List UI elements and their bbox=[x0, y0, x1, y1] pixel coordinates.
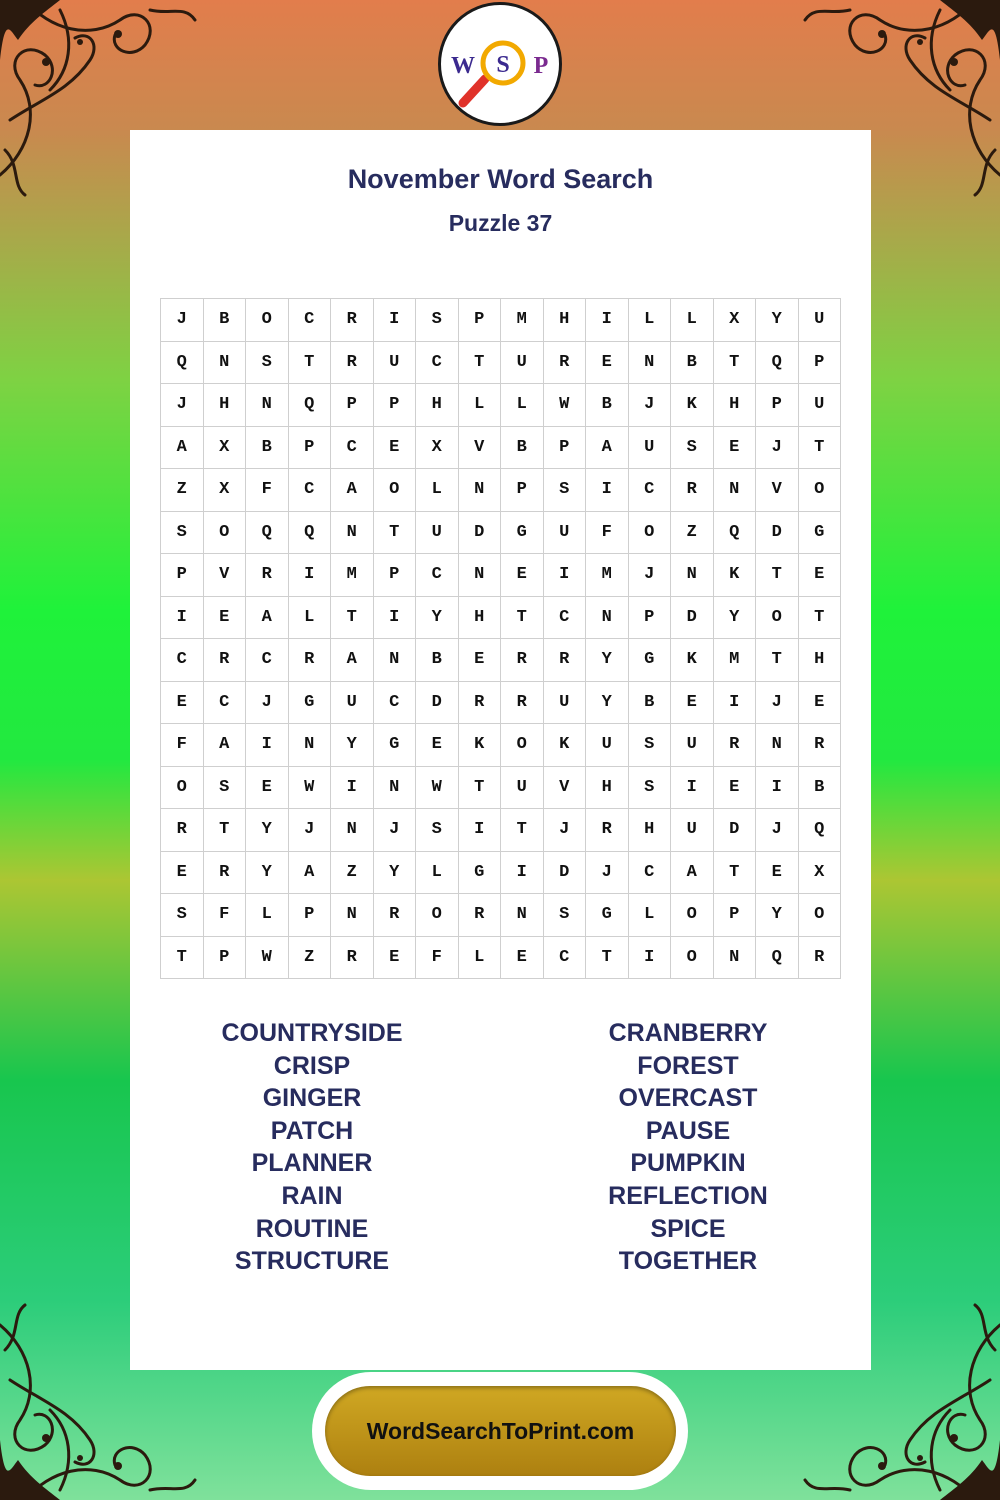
grid-cell[interactable]: X bbox=[204, 469, 247, 512]
grid-cell[interactable]: R bbox=[544, 639, 587, 682]
grid-cell[interactable]: R bbox=[501, 639, 544, 682]
grid-cell[interactable]: U bbox=[586, 724, 629, 767]
grid-cell[interactable]: D bbox=[714, 809, 757, 852]
grid-cell[interactable]: J bbox=[586, 852, 629, 895]
grid-cell[interactable]: I bbox=[246, 724, 289, 767]
grid-cell[interactable]: N bbox=[459, 554, 502, 597]
grid-cell[interactable]: G bbox=[501, 512, 544, 555]
magnifier-icon bbox=[441, 5, 559, 123]
grid-cell[interactable]: C bbox=[629, 852, 672, 895]
grid-cell[interactable]: H bbox=[544, 299, 587, 342]
grid-cell[interactable]: W bbox=[416, 767, 459, 810]
grid-cell[interactable]: E bbox=[714, 427, 757, 470]
grid-cell[interactable]: R bbox=[204, 639, 247, 682]
grid-cell[interactable]: W bbox=[246, 937, 289, 980]
grid-cell[interactable]: N bbox=[246, 384, 289, 427]
grid-cell[interactable]: B bbox=[799, 767, 842, 810]
grid-cell[interactable]: N bbox=[289, 724, 332, 767]
letter-grid bbox=[160, 298, 841, 979]
grid-cell[interactable]: O bbox=[204, 512, 247, 555]
grid-cell[interactable]: T bbox=[204, 809, 247, 852]
word-list-item: ROUTINE bbox=[255, 1214, 369, 1243]
word-list-item: CRISP bbox=[273, 1051, 351, 1080]
grid-cell[interactable]: E bbox=[501, 937, 544, 980]
grid-cell[interactable]: O bbox=[374, 469, 417, 512]
grid-cell[interactable]: E bbox=[416, 724, 459, 767]
grid-cell[interactable]: B bbox=[246, 427, 289, 470]
grid-cell[interactable]: R bbox=[671, 469, 714, 512]
grid-cell[interactable]: H bbox=[459, 597, 502, 640]
grid-cell[interactable]: U bbox=[799, 384, 842, 427]
word-list-item: PAUSE bbox=[645, 1116, 731, 1145]
grid-cell[interactable]: P bbox=[799, 342, 842, 385]
word-list-item: OVERCAST bbox=[618, 1084, 758, 1113]
grid-cell[interactable]: R bbox=[586, 809, 629, 852]
grid-cell[interactable]: J bbox=[161, 384, 204, 427]
grid-cell[interactable]: Q bbox=[756, 937, 799, 980]
grid-cell[interactable]: R bbox=[331, 342, 374, 385]
grid-cell[interactable]: N bbox=[714, 937, 757, 980]
grid-cell[interactable]: K bbox=[671, 384, 714, 427]
grid-cell[interactable]: V bbox=[756, 469, 799, 512]
grid-cell[interactable]: T bbox=[331, 597, 374, 640]
grid-cell[interactable]: O bbox=[671, 894, 714, 937]
grid-cell[interactable]: Y bbox=[586, 639, 629, 682]
grid-cell[interactable]: G bbox=[629, 639, 672, 682]
grid-cell[interactable]: T bbox=[501, 809, 544, 852]
grid-cell[interactable]: I bbox=[331, 767, 374, 810]
grid-cell[interactable]: S bbox=[629, 724, 672, 767]
grid-cell[interactable]: C bbox=[204, 682, 247, 725]
grid-cell[interactable]: Y bbox=[246, 809, 289, 852]
grid-cell[interactable]: Y bbox=[756, 299, 799, 342]
grid-cell[interactable]: U bbox=[501, 767, 544, 810]
grid-cell[interactable]: O bbox=[416, 894, 459, 937]
word-list-item: TOGETHER bbox=[618, 1247, 758, 1276]
grid-cell[interactable]: O bbox=[756, 597, 799, 640]
grid-cell[interactable]: X bbox=[416, 427, 459, 470]
grid-cell[interactable]: P bbox=[161, 554, 204, 597]
grid-cell[interactable]: N bbox=[586, 597, 629, 640]
grid-cell[interactable]: P bbox=[331, 384, 374, 427]
grid-cell[interactable]: O bbox=[671, 937, 714, 980]
website-link-button[interactable]: WordSearchToPrint.com bbox=[325, 1386, 676, 1476]
grid-cell[interactable]: E bbox=[586, 342, 629, 385]
grid-cell[interactable]: T bbox=[501, 597, 544, 640]
word-list-item: PLANNER bbox=[251, 1149, 373, 1178]
grid-cell[interactable]: I bbox=[289, 554, 332, 597]
grid-cell[interactable]: X bbox=[714, 299, 757, 342]
grid-cell[interactable]: I bbox=[756, 767, 799, 810]
puzzle-number: Puzzle 37 bbox=[448, 210, 553, 236]
grid-cell[interactable]: T bbox=[459, 342, 502, 385]
grid-cell[interactable]: G bbox=[459, 852, 502, 895]
grid-cell[interactable]: E bbox=[161, 682, 204, 725]
grid-cell[interactable]: R bbox=[161, 809, 204, 852]
grid-cell[interactable]: Z bbox=[289, 937, 332, 980]
grid-cell[interactable]: E bbox=[799, 682, 842, 725]
grid-cell[interactable]: Y bbox=[586, 682, 629, 725]
grid-cell[interactable]: J bbox=[756, 809, 799, 852]
grid-cell[interactable]: K bbox=[459, 724, 502, 767]
grid-cell[interactable]: S bbox=[161, 894, 204, 937]
grid-cell[interactable]: T bbox=[714, 852, 757, 895]
grid-cell[interactable]: P bbox=[756, 384, 799, 427]
grid-cell[interactable]: C bbox=[289, 299, 332, 342]
grid-cell[interactable]: N bbox=[671, 554, 714, 597]
grid-cell[interactable]: T bbox=[161, 937, 204, 980]
grid-cell[interactable]: Q bbox=[289, 384, 332, 427]
grid-cell[interactable]: U bbox=[416, 512, 459, 555]
grid-cell[interactable]: R bbox=[501, 682, 544, 725]
grid-cell[interactable]: H bbox=[799, 639, 842, 682]
grid-cell[interactable]: Z bbox=[671, 512, 714, 555]
grid-cell[interactable]: U bbox=[629, 427, 672, 470]
grid-cell[interactable]: E bbox=[204, 597, 247, 640]
grid-cell[interactable]: R bbox=[714, 724, 757, 767]
grid-cell[interactable]: N bbox=[629, 342, 672, 385]
grid-cell[interactable]: J bbox=[161, 299, 204, 342]
grid-cell[interactable]: B bbox=[671, 342, 714, 385]
grid-cell[interactable]: U bbox=[671, 724, 714, 767]
grid-cell[interactable]: D bbox=[756, 512, 799, 555]
grid-cell[interactable]: I bbox=[586, 299, 629, 342]
grid-cell[interactable]: S bbox=[246, 342, 289, 385]
grid-cell[interactable]: I bbox=[161, 597, 204, 640]
grid-cell[interactable]: Y bbox=[246, 852, 289, 895]
grid-cell[interactable]: M bbox=[501, 299, 544, 342]
grid-cell[interactable]: S bbox=[671, 427, 714, 470]
grid-cell[interactable]: I bbox=[501, 852, 544, 895]
grid-cell[interactable]: L bbox=[459, 937, 502, 980]
grid-cell[interactable]: S bbox=[204, 767, 247, 810]
grid-cell[interactable]: E bbox=[714, 767, 757, 810]
grid-cell[interactable]: U bbox=[799, 299, 842, 342]
grid-cell[interactable]: O bbox=[799, 469, 842, 512]
grid-cell[interactable]: C bbox=[331, 427, 374, 470]
grid-cell[interactable]: H bbox=[416, 384, 459, 427]
grid-cell[interactable]: R bbox=[331, 937, 374, 980]
grid-cell[interactable]: T bbox=[756, 554, 799, 597]
grid-cell[interactable]: W bbox=[544, 384, 587, 427]
grid-cell[interactable]: E bbox=[671, 682, 714, 725]
grid-cell[interactable]: L bbox=[459, 384, 502, 427]
grid-cell[interactable]: R bbox=[246, 554, 289, 597]
grid-cell[interactable]: D bbox=[459, 512, 502, 555]
grid-cell[interactable]: R bbox=[544, 342, 587, 385]
logo-letter-s: S bbox=[496, 52, 510, 78]
grid-cell[interactable]: F bbox=[586, 512, 629, 555]
grid-cell[interactable]: U bbox=[374, 342, 417, 385]
grid-cell[interactable]: P bbox=[289, 894, 332, 937]
grid-cell[interactable]: E bbox=[374, 427, 417, 470]
grid-cell[interactable]: C bbox=[416, 554, 459, 597]
grid-cell[interactable]: A bbox=[586, 427, 629, 470]
grid-cell[interactable]: L bbox=[416, 469, 459, 512]
grid-cell[interactable]: O bbox=[161, 767, 204, 810]
grid-cell[interactable]: N bbox=[714, 469, 757, 512]
grid-cell[interactable]: S bbox=[544, 469, 587, 512]
word-list-item: COUNTRYSIDE bbox=[221, 1019, 403, 1047]
grid-cell[interactable]: J bbox=[374, 809, 417, 852]
grid-cell[interactable]: R bbox=[331, 299, 374, 342]
grid-cell[interactable]: P bbox=[374, 554, 417, 597]
grid-cell[interactable]: P bbox=[374, 384, 417, 427]
grid-cell[interactable]: L bbox=[629, 299, 672, 342]
grid-cell[interactable]: T bbox=[799, 427, 842, 470]
word-list-item: STRUCTURE bbox=[234, 1247, 390, 1276]
grid-cell[interactable]: B bbox=[629, 682, 672, 725]
grid-cell[interactable]: Y bbox=[416, 597, 459, 640]
grid-cell[interactable]: P bbox=[459, 299, 502, 342]
wsp-logo[interactable] bbox=[438, 2, 562, 126]
grid-cell[interactable]: O bbox=[799, 894, 842, 937]
grid-cell[interactable]: Q bbox=[289, 512, 332, 555]
grid-cell[interactable]: P bbox=[629, 597, 672, 640]
grid-cell[interactable]: N bbox=[459, 469, 502, 512]
grid-cell[interactable]: E bbox=[246, 767, 289, 810]
grid-cell[interactable]: L bbox=[629, 894, 672, 937]
grid-cell[interactable]: Y bbox=[331, 724, 374, 767]
grid-cell[interactable]: T bbox=[799, 597, 842, 640]
grid-cell[interactable]: N bbox=[756, 724, 799, 767]
grid-cell[interactable]: U bbox=[331, 682, 374, 725]
grid-cell[interactable]: T bbox=[714, 342, 757, 385]
grid-cell[interactable]: I bbox=[544, 554, 587, 597]
grid-cell[interactable]: Q bbox=[246, 512, 289, 555]
grid-cell[interactable]: B bbox=[416, 639, 459, 682]
logo-letter-w: W bbox=[451, 53, 475, 79]
grid-cell[interactable]: L bbox=[289, 597, 332, 640]
grid-cell[interactable]: G bbox=[289, 682, 332, 725]
grid-cell[interactable]: C bbox=[246, 639, 289, 682]
grid-cell[interactable]: F bbox=[204, 894, 247, 937]
grid-cell[interactable]: R bbox=[204, 852, 247, 895]
grid-cell[interactable]: E bbox=[161, 852, 204, 895]
grid-cell[interactable]: S bbox=[416, 299, 459, 342]
grid-cell[interactable]: N bbox=[204, 342, 247, 385]
grid-cell[interactable]: B bbox=[204, 299, 247, 342]
grid-cell[interactable]: L bbox=[416, 852, 459, 895]
grid-cell[interactable]: C bbox=[374, 682, 417, 725]
grid-cell[interactable]: H bbox=[714, 384, 757, 427]
page-title: November Word Search bbox=[347, 164, 654, 194]
grid-cell[interactable]: T bbox=[289, 342, 332, 385]
grid-cell[interactable]: N bbox=[331, 809, 374, 852]
grid-cell[interactable]: P bbox=[204, 937, 247, 980]
grid-cell[interactable]: U bbox=[671, 809, 714, 852]
grid-cell[interactable]: K bbox=[544, 724, 587, 767]
grid-cell[interactable]: U bbox=[501, 342, 544, 385]
word-list-item: PUMPKIN bbox=[630, 1149, 746, 1178]
grid-cell[interactable]: E bbox=[374, 937, 417, 980]
grid-cell[interactable]: S bbox=[544, 894, 587, 937]
grid-cell[interactable]: Y bbox=[714, 597, 757, 640]
grid-cell[interactable]: E bbox=[459, 639, 502, 682]
grid-cell[interactable]: L bbox=[246, 894, 289, 937]
word-list-item: PATCH bbox=[270, 1116, 354, 1145]
grid-cell[interactable]: R bbox=[374, 894, 417, 937]
grid-cell[interactable]: H bbox=[586, 767, 629, 810]
word-list-item: GINGER bbox=[262, 1084, 362, 1113]
grid-cell[interactable]: R bbox=[799, 937, 842, 980]
grid-cell[interactable]: I bbox=[714, 682, 757, 725]
grid-cell[interactable]: T bbox=[459, 767, 502, 810]
grid-cell[interactable]: V bbox=[459, 427, 502, 470]
grid-cell[interactable]: N bbox=[374, 639, 417, 682]
grid-cell[interactable]: F bbox=[161, 724, 204, 767]
grid-cell[interactable]: I bbox=[629, 937, 672, 980]
grid-cell[interactable]: W bbox=[289, 767, 332, 810]
grid-cell[interactable]: I bbox=[374, 597, 417, 640]
grid-cell[interactable]: H bbox=[204, 384, 247, 427]
grid-cell[interactable]: S bbox=[416, 809, 459, 852]
grid-cell[interactable]: D bbox=[416, 682, 459, 725]
grid-cell[interactable]: Y bbox=[374, 852, 417, 895]
grid-cell[interactable]: R bbox=[459, 682, 502, 725]
word-list-item: SPICE bbox=[650, 1214, 726, 1243]
grid-cell[interactable]: B bbox=[586, 384, 629, 427]
grid-cell[interactable]: C bbox=[544, 937, 587, 980]
grid-cell[interactable]: K bbox=[671, 639, 714, 682]
grid-cell[interactable]: C bbox=[416, 342, 459, 385]
grid-cell[interactable]: P bbox=[289, 427, 332, 470]
grid-cell[interactable]: F bbox=[416, 937, 459, 980]
grid-cell[interactable]: C bbox=[629, 469, 672, 512]
grid-cell[interactable]: J bbox=[629, 384, 672, 427]
grid-cell[interactable]: A bbox=[204, 724, 247, 767]
grid-cell[interactable]: G bbox=[799, 512, 842, 555]
grid-cell[interactable]: N bbox=[374, 767, 417, 810]
grid-cell[interactable]: J bbox=[756, 427, 799, 470]
grid-cell[interactable]: O bbox=[246, 299, 289, 342]
grid-cell[interactable]: C bbox=[161, 639, 204, 682]
grid-cell[interactable]: A bbox=[671, 852, 714, 895]
grid-cell[interactable]: L bbox=[501, 384, 544, 427]
grid-cell[interactable]: V bbox=[544, 767, 587, 810]
grid-cell[interactable]: Q bbox=[756, 342, 799, 385]
grid-cell[interactable]: S bbox=[629, 767, 672, 810]
grid-cell[interactable]: P bbox=[501, 469, 544, 512]
grid-cell[interactable]: X bbox=[799, 852, 842, 895]
grid-cell[interactable]: T bbox=[756, 639, 799, 682]
grid-cell[interactable]: I bbox=[671, 767, 714, 810]
grid-cell[interactable]: I bbox=[586, 469, 629, 512]
word-list-item: FOREST bbox=[637, 1051, 739, 1080]
grid-cell[interactable]: F bbox=[246, 469, 289, 512]
grid-cell[interactable]: Q bbox=[799, 809, 842, 852]
word-list-item: REFLECTION bbox=[608, 1181, 768, 1210]
grid-cell[interactable]: R bbox=[799, 724, 842, 767]
grid-cell[interactable]: M bbox=[714, 639, 757, 682]
grid-cell[interactable]: J bbox=[756, 682, 799, 725]
grid-cell[interactable]: A bbox=[161, 427, 204, 470]
grid-cell[interactable]: Z bbox=[331, 852, 374, 895]
grid-cell[interactable]: R bbox=[289, 639, 332, 682]
grid-cell[interactable]: U bbox=[544, 512, 587, 555]
grid-cell[interactable]: M bbox=[331, 554, 374, 597]
grid-cell[interactable]: M bbox=[586, 554, 629, 597]
grid-cell[interactable]: T bbox=[586, 937, 629, 980]
puzzle-card bbox=[130, 130, 871, 1370]
grid-cell[interactable]: B bbox=[501, 427, 544, 470]
grid-cell[interactable]: J bbox=[289, 809, 332, 852]
grid-cell[interactable]: Q bbox=[714, 512, 757, 555]
grid-cell[interactable]: C bbox=[544, 597, 587, 640]
grid-cell[interactable]: N bbox=[501, 894, 544, 937]
grid-cell[interactable]: A bbox=[331, 639, 374, 682]
grid-cell[interactable]: J bbox=[246, 682, 289, 725]
grid-cell[interactable]: P bbox=[544, 427, 587, 470]
grid-cell[interactable]: Y bbox=[756, 894, 799, 937]
grid-cell[interactable]: D bbox=[544, 852, 587, 895]
word-list-right bbox=[503, 1017, 873, 1278]
grid-cell[interactable]: U bbox=[544, 682, 587, 725]
grid-cell[interactable]: C bbox=[289, 469, 332, 512]
word-list-left bbox=[127, 1017, 497, 1278]
grid-cell[interactable]: S bbox=[161, 512, 204, 555]
grid-cell[interactable]: I bbox=[459, 809, 502, 852]
grid-cell[interactable]: E bbox=[756, 852, 799, 895]
grid-cell[interactable]: T bbox=[374, 512, 417, 555]
grid-cell[interactable]: O bbox=[629, 512, 672, 555]
grid-cell[interactable]: J bbox=[544, 809, 587, 852]
grid-cell[interactable]: V bbox=[204, 554, 247, 597]
word-list-item: CRANBERRY bbox=[608, 1019, 768, 1047]
grid-cell[interactable]: N bbox=[331, 894, 374, 937]
word-list-item: RAIN bbox=[281, 1181, 343, 1210]
grid-cell[interactable]: J bbox=[629, 554, 672, 597]
grid-cell[interactable]: G bbox=[374, 724, 417, 767]
grid-cell[interactable]: N bbox=[331, 512, 374, 555]
grid-cell[interactable]: K bbox=[714, 554, 757, 597]
grid-cell[interactable]: A bbox=[331, 469, 374, 512]
grid-cell[interactable]: L bbox=[671, 299, 714, 342]
grid-cell[interactable]: P bbox=[714, 894, 757, 937]
grid-cell[interactable]: E bbox=[501, 554, 544, 597]
grid-cell[interactable]: H bbox=[629, 809, 672, 852]
grid-cell[interactable]: A bbox=[289, 852, 332, 895]
grid-cell[interactable]: Q bbox=[161, 342, 204, 385]
grid-cell[interactable]: D bbox=[671, 597, 714, 640]
grid-cell[interactable]: A bbox=[246, 597, 289, 640]
grid-cell[interactable]: G bbox=[586, 894, 629, 937]
grid-cell[interactable]: R bbox=[459, 894, 502, 937]
grid-cell[interactable]: Z bbox=[161, 469, 204, 512]
grid-cell[interactable]: E bbox=[799, 554, 842, 597]
grid-cell[interactable]: I bbox=[374, 299, 417, 342]
grid-cell[interactable]: O bbox=[501, 724, 544, 767]
grid-cell[interactable]: X bbox=[204, 427, 247, 470]
logo-letter-p: P bbox=[533, 53, 549, 79]
